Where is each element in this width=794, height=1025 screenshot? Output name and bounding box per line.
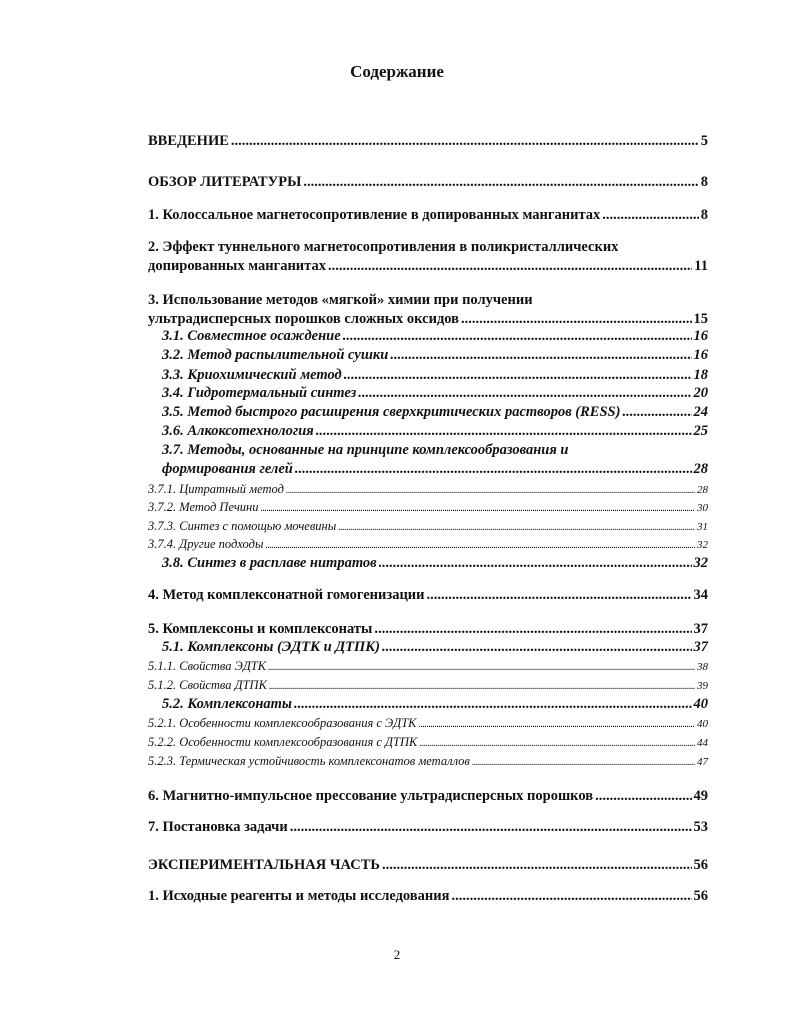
toc-entry-label: 3.1. Совместное осаждение	[162, 328, 341, 344]
toc-entry-label-first-line: 3.7. Методы, основанные на принципе комплексообразования и	[162, 442, 569, 458]
dot-leader	[418, 716, 695, 733]
toc-entry-label: допированных манганитах	[148, 258, 326, 274]
toc-entry-label: 3.7.4. Другие подходы	[148, 537, 264, 551]
toc-entry[interactable]	[148, 857, 708, 874]
toc-entry-page: 11	[694, 258, 708, 274]
dot-leader	[328, 258, 692, 275]
toc-entry[interactable]	[148, 174, 708, 191]
toc-entry-label-first-line: 3. Использование методов «мягкой» химии при получении	[148, 292, 533, 308]
toc-entry-label: ОБЗОР ЛИТЕРАТУРЫ	[148, 174, 302, 190]
toc-entry-label: 3.3. Криохимический метод	[162, 367, 342, 383]
dot-leader	[382, 857, 692, 874]
toc-entry-label: 5.1.2. Свойства ДТПК	[148, 678, 267, 692]
toc-entry-page: 31	[697, 521, 708, 533]
toc-entry-label: формирования гелей	[162, 461, 293, 477]
toc-entry[interactable]	[148, 677, 708, 695]
toc-entry[interactable]	[148, 788, 708, 805]
toc-entry-page: 53	[693, 819, 708, 835]
toc-entry[interactable]	[148, 819, 708, 836]
toc-entry[interactable]	[148, 239, 708, 275]
toc-entry[interactable]	[148, 696, 708, 713]
toc-entry-label: 5.1.1. Свойства ЭДТК	[148, 659, 267, 673]
toc-entry-page: 18	[693, 367, 708, 383]
toc-entry-label: 3.7.3. Синтез с помощью мочевины	[148, 519, 337, 533]
toc-entry[interactable]	[148, 385, 708, 402]
toc-entry[interactable]	[148, 481, 708, 499]
toc-entry[interactable]	[148, 555, 708, 572]
toc-entry-label: 4. Метод комплексонатной гомогенизации	[148, 587, 425, 603]
toc-entry-page: 15	[693, 311, 708, 327]
toc-entry-page: 38	[697, 661, 708, 673]
dot-leader	[379, 555, 692, 572]
toc-entry[interactable]	[148, 536, 708, 554]
dot-leader	[390, 347, 691, 364]
toc-entry-page: 40	[693, 696, 708, 712]
toc-entry[interactable]	[148, 347, 708, 364]
dot-leader	[316, 423, 692, 440]
toc-entry-label: ЭКСПЕРИМЕНТАЛЬНАЯ ЧАСТЬ	[148, 857, 380, 873]
toc-entry[interactable]	[148, 207, 708, 224]
dot-leader	[261, 500, 695, 517]
toc-entry-page: 39	[697, 680, 708, 692]
toc-entry-page: 5	[700, 133, 708, 149]
dot-leader	[268, 659, 695, 676]
toc-entry[interactable]	[148, 499, 708, 517]
toc-entry-label: 1. Исходные реагенты и методы исследования	[148, 888, 450, 904]
toc-entry-page: 25	[693, 423, 708, 439]
toc-entry[interactable]	[148, 292, 708, 328]
toc-entry-label: 3.6. Алкоксотехнология	[162, 423, 314, 439]
toc-entry-label: 7. Постановка задачи	[148, 819, 288, 835]
toc-entry-label: 3.5. Метод быстрого расширения сверхкритических растворов (RESS)	[162, 404, 621, 420]
toc-entry-page: 8	[700, 174, 708, 190]
dot-leader	[622, 404, 691, 421]
dot-leader	[451, 888, 691, 905]
toc-entry[interactable]	[148, 658, 708, 676]
toc-entry-page: 37	[693, 621, 708, 637]
toc-entry-label: 3.7.1. Цитратный метод	[148, 482, 284, 496]
toc-entry[interactable]	[148, 715, 708, 733]
dot-leader	[472, 754, 695, 771]
toc-entry-label: 3.4. Гидротермальный синтез	[162, 385, 357, 401]
toc-entry-label: 3.7.2. Метод Печини	[148, 500, 259, 514]
dot-leader	[231, 133, 699, 150]
toc-entry-label: 5.2.3. Термическая устойчивость комплексонатов металлов	[148, 754, 470, 768]
toc-entry-page: 32	[693, 555, 708, 571]
toc-entry-page: 28	[697, 484, 708, 496]
dot-leader	[382, 639, 692, 656]
toc-entry-page: 16	[693, 328, 708, 344]
dot-leader	[358, 385, 691, 402]
toc-entry-page: 56	[693, 857, 708, 873]
toc-entry[interactable]	[148, 639, 708, 656]
toc-entry[interactable]	[148, 442, 708, 478]
toc-entry-page: 34	[693, 587, 708, 603]
toc-entry[interactable]	[148, 133, 708, 150]
toc-entry[interactable]	[148, 753, 708, 771]
dot-leader	[303, 174, 698, 191]
toc-entry[interactable]	[148, 734, 708, 752]
dot-leader	[290, 819, 692, 836]
toc-entry[interactable]	[148, 888, 708, 905]
toc-entry[interactable]	[148, 367, 708, 384]
page-number: 2	[393, 947, 401, 962]
toc-entry-page: 8	[700, 207, 708, 223]
dot-leader	[427, 587, 692, 604]
dot-leader	[286, 482, 695, 499]
toc-entry-page: 28	[693, 461, 708, 477]
toc-entry-label: 5.2. Комплексонаты	[162, 696, 292, 712]
dot-leader	[344, 367, 692, 384]
toc-entry-page: 37	[693, 639, 708, 655]
dot-leader	[338, 519, 695, 536]
dot-leader	[265, 537, 695, 554]
toc-entry-label: 3.2. Метод распылительной сушки	[162, 347, 389, 363]
toc-entry-label-first-line: 2. Эффект туннельного магнетосопротивления в поликристаллических	[148, 239, 619, 255]
toc-entry-label: 5.2.2. Особенности комплексообразования с ДТПК	[148, 735, 418, 749]
toc-entry-page: 44	[697, 737, 708, 749]
dot-leader	[294, 696, 692, 713]
toc-entry-page: 32	[697, 539, 708, 551]
toc-entry-page: 47	[697, 756, 708, 768]
toc-entry-label: ВВЕДЕНИЕ	[148, 133, 229, 149]
toc-entry-page: 56	[693, 888, 708, 904]
toc-entry-label: 3.8. Синтез в расплаве нитратов	[162, 555, 377, 571]
toc-entry[interactable]	[148, 423, 708, 440]
toc-entry[interactable]	[148, 518, 708, 536]
toc-entry-page: 40	[697, 718, 708, 730]
dot-leader	[602, 207, 699, 224]
dot-leader	[461, 311, 692, 328]
toc-entry-page: 16	[693, 347, 708, 363]
toc-entry-label: 5.2.1. Особенности комплексообразования с ЭДТК	[148, 716, 417, 730]
dot-leader	[419, 735, 695, 752]
dot-leader	[343, 328, 692, 345]
toc-entry[interactable]	[148, 621, 708, 638]
toc-entry-page: 49	[693, 788, 708, 804]
toc-entry-page: 30	[697, 502, 708, 514]
toc-entry-page: 20	[693, 385, 708, 401]
toc-entry-label: 5. Комплексоны и комплексонаты	[148, 621, 373, 637]
toc-entry[interactable]	[148, 328, 708, 345]
toc-entry-label: 6. Магнитно-импульсное прессование ультрадисперсных порошков	[148, 788, 594, 804]
page-title: Содержание	[350, 62, 444, 81]
toc-entry-label: 5.1. Комплексоны (ЭДТК и ДТПК)	[162, 639, 380, 655]
toc-entry-label: ультрадисперсных порошков сложных оксидов	[148, 311, 459, 327]
toc-entry-page: 24	[693, 404, 708, 420]
dot-leader	[595, 788, 691, 805]
toc-entry[interactable]	[148, 404, 708, 421]
toc-entry[interactable]	[148, 587, 708, 604]
dot-leader	[374, 621, 691, 638]
dot-leader	[269, 678, 695, 695]
toc-entry-label: 1. Колоссальное магнетосопротивление в допированных манганитах	[148, 207, 601, 223]
dot-leader	[295, 461, 692, 478]
